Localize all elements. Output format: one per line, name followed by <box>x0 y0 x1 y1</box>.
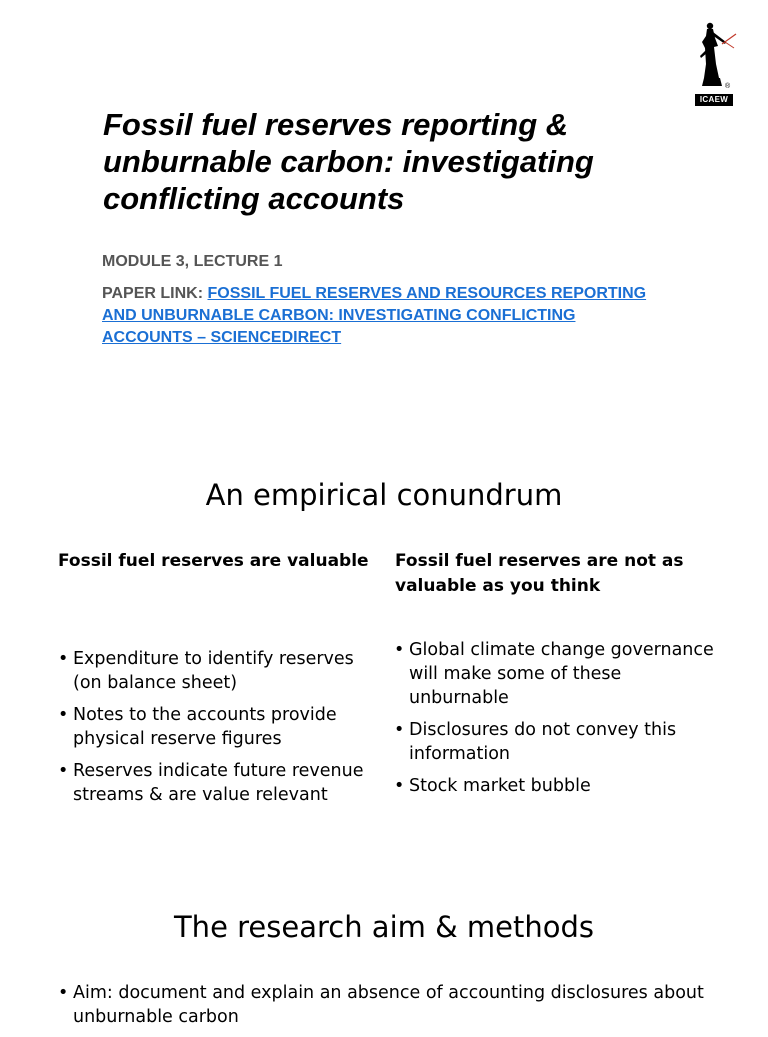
list-item: • Global climate change governance will make some of these unburnable <box>394 638 714 710</box>
list-item: • Reserves indicate future revenue streams & are value relevant <box>58 759 378 807</box>
left-column-heading: Fossil fuel reserves are valuable <box>58 551 369 571</box>
list-item: • Disclosures do not convey this information <box>394 718 714 766</box>
list-item: • Stock market bubble <box>394 774 714 798</box>
right-bullet-list <box>394 638 714 806</box>
section-heading-conundrum: An empirical conundrum <box>205 478 563 512</box>
justice-figure-icon <box>692 20 738 94</box>
paper-link-block <box>102 283 662 349</box>
list-item: • Notes to the accounts provide physical reserve figures <box>58 703 378 751</box>
module-label: MODULE 3, LECTURE 1 <box>102 253 283 270</box>
page-title: Fossil fuel reserves reporting & unburnable carbon: investigating conflicting accounts <box>103 107 594 216</box>
left-bullet-list <box>58 647 378 815</box>
aim-bullet-list <box>58 981 718 1037</box>
section-heading-research-aim: The research aim & methods <box>173 910 595 944</box>
icaew-wordmark: ICAEW <box>695 94 733 106</box>
paper-link[interactable]: FOSSIL FUEL RESERVES AND RESOURCES REPORTING AND UNBURNABLE CARBON: INVESTIGATING CONFLICTING ACCOUNTS – SCIENCEDIRECT <box>102 285 647 346</box>
right-column-heading: Fossil fuel reserves are not as valuable as you think <box>395 551 684 596</box>
list-item: • Aim: document and explain an absence of accounting disclosures about unburnable carbon <box>58 981 718 1029</box>
list-item: • Expenditure to identify reserves (on balance sheet) <box>58 647 378 695</box>
registered-mark: ® <box>725 83 731 90</box>
paper-link-label: PAPER LINK: <box>102 285 204 302</box>
